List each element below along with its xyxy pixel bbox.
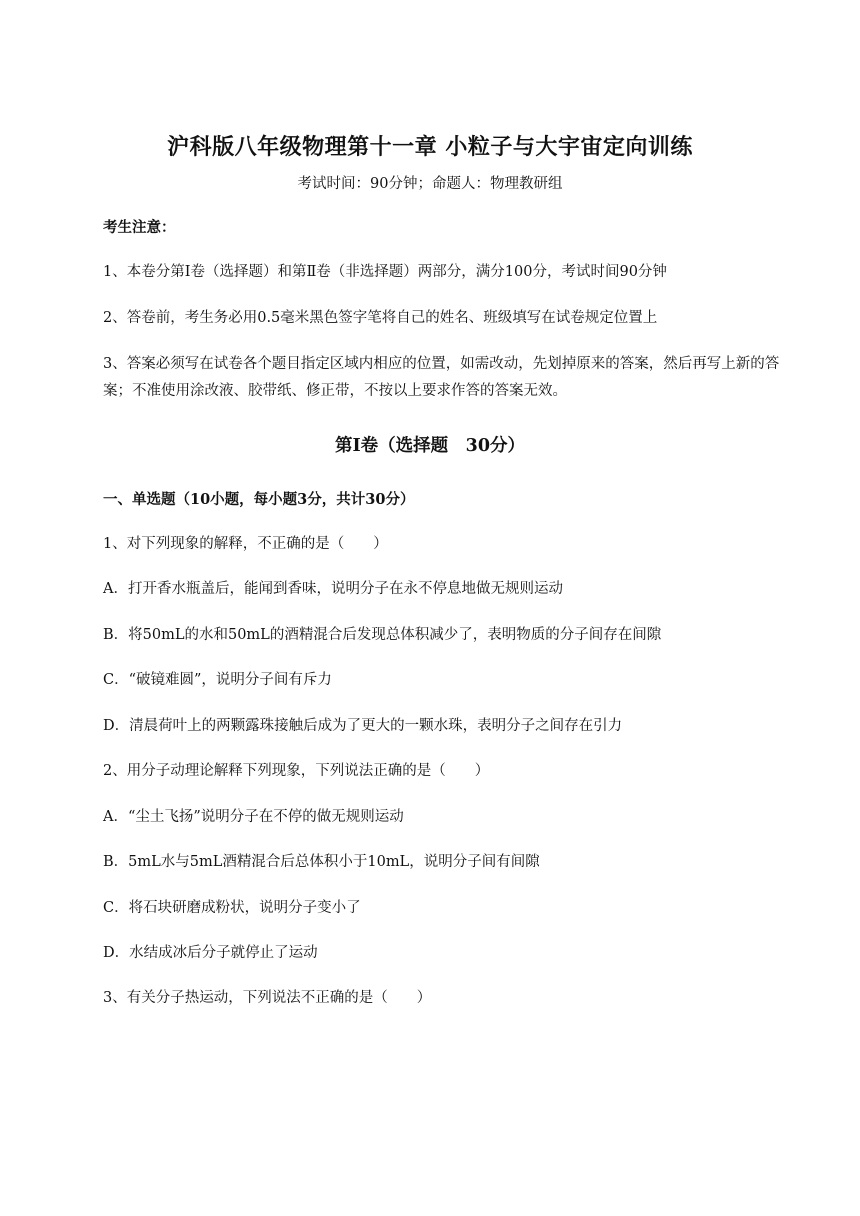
notice-item-1: 1、本卷分第Ⅰ卷（选择题）和第Ⅱ卷（非选择题）两部分，满分100分，考试时间90分钟 [103, 264, 667, 280]
section-title: 第Ⅰ卷（选择题 30分） [334, 436, 526, 456]
notice-heading: 考生注意： [103, 219, 176, 236]
question-1-stem: 1、对下列现象的解释，不正确的是（ ） [103, 536, 388, 552]
question-1-option-c: C．“破镜难圆”，说明分子间有斥力 [103, 672, 332, 688]
question-2-option-b: B．5mL水与5mL酒精混合后总体积小于10mL，说明分子间有间隙 [103, 854, 540, 870]
notice-item-2: 2、答卷前，考生务必用0.5毫米黑色签字笔将自己的姓名、班级填写在试卷规定位置上 [103, 310, 658, 326]
question-1-option-b: B．将50mL的水和50mL的酒精混合后发现总体积减少了，表明物质的分子间存在间隙 [103, 627, 662, 643]
question-3-stem: 3、有关分子热运动，下列说法不正确的是（ ） [103, 990, 432, 1006]
question-2-option-c: C．将石块研磨成粉状，说明分子变小了 [103, 900, 361, 916]
question-1-option-d: D．清晨荷叶上的两颗露珠接触后成为了更大的一颗水珠，表明分子之间存在引力 [103, 718, 623, 734]
part-heading: 一、单选题（10小题，每小题3分，共计30分） [103, 491, 415, 508]
page-title: 沪科版八年级物理第十一章 小粒子与大宇宙定向训练 [167, 134, 693, 160]
question-2-option-a: A．“尘土飞扬”说明分子在不停的做无规则运动 [103, 809, 404, 825]
question-2-option-d: D．水结成冰后分子就停止了运动 [103, 945, 318, 961]
question-1-option-a: A．打开香水瓶盖后，能闻到香味，说明分子在永不停息地做无规则运动 [103, 581, 563, 597]
exam-info: 考试时间：90分钟；命题人：物理教研组 [297, 176, 563, 192]
notice-item-3: 3、答案必须写在试卷各个题目指定区域内相应的位置，如需改动，先划掉原来的答案，然后再写上新的答案；不准使用涂改液、胶带纸、修正带，不按以上要求作答的答案无效。 [103, 356, 780, 399]
question-2-stem: 2、用分子动理论解释下列现象，下列说法正确的是（ ） [103, 763, 490, 779]
